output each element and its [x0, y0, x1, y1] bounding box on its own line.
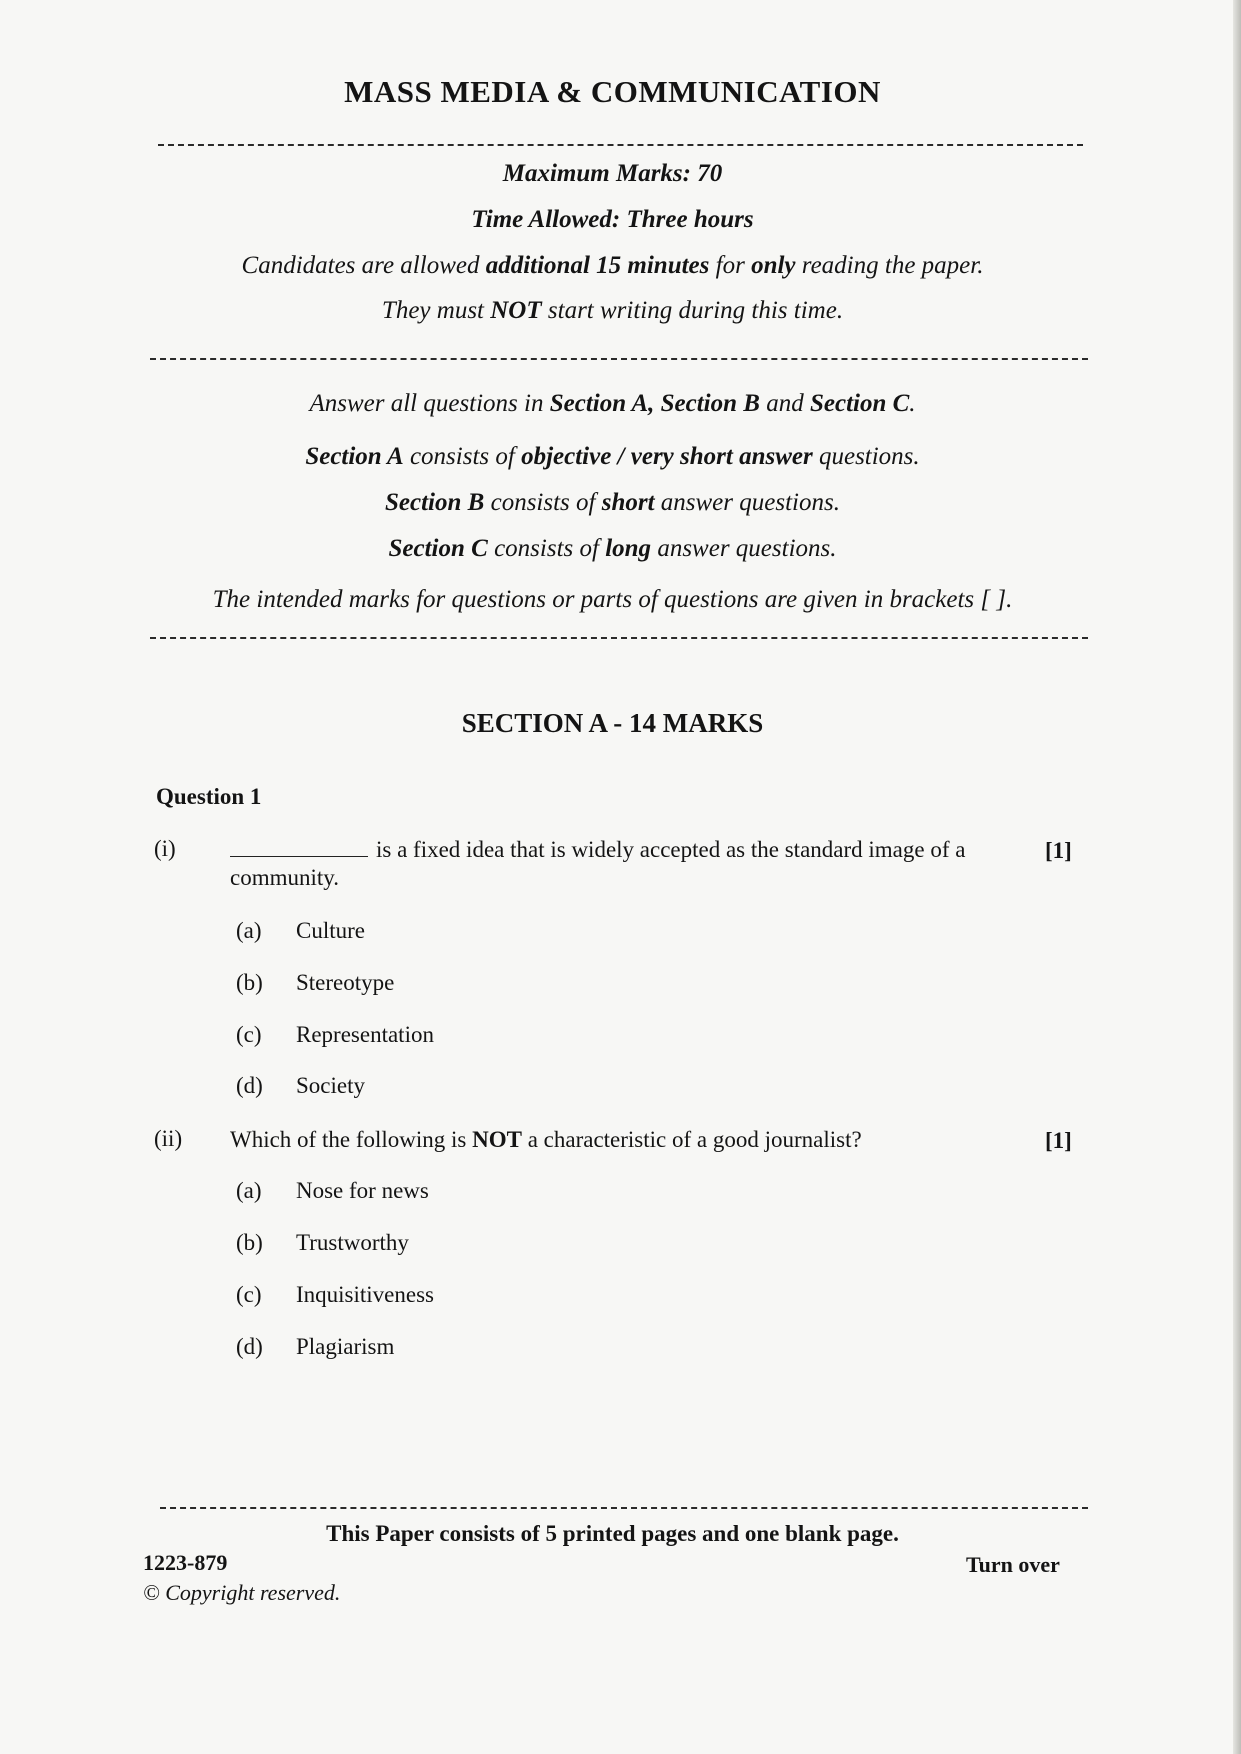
time-allowed: Time Allowed: Three hours: [471, 206, 754, 233]
page-count-note: This Paper consists of 5 printed pages and one blank page.: [326, 1521, 899, 1546]
divider-bottom: [150, 637, 1088, 639]
option-letter: (a): [236, 918, 262, 943]
option-letter: (b): [236, 970, 263, 995]
instruction-line-2: Section A consists of objective / very short answer questions.: [305, 443, 920, 470]
copyright-note: © Copyright reserved.: [143, 1580, 341, 1605]
option-letter: (c): [236, 1022, 262, 1047]
instruction-line-4: Section C consists of long answer questions.: [388, 535, 837, 562]
turn-over-label: Turn over: [966, 1552, 1060, 1577]
question-number: (i): [154, 836, 176, 861]
answer-blank: [230, 836, 368, 857]
question-text: is a fixed idea that is widely accepted as the standard image of a community.: [230, 837, 966, 890]
page-edge-shadow: [1233, 0, 1241, 1754]
option-text: Stereotype: [296, 970, 395, 995]
divider-top: [158, 144, 1083, 146]
divider-middle: [150, 358, 1088, 360]
option-text: Culture: [296, 918, 365, 943]
question-text: Which of the following is NOT a characteristic of a good journalist?: [230, 1127, 862, 1152]
paper-code: 1223-879: [143, 1550, 228, 1575]
instruction-line-5: The intended marks for questions or parts of questions are given in brackets [ ].: [212, 586, 1013, 613]
option-text: Plagiarism: [296, 1334, 395, 1359]
option-letter: (d): [236, 1334, 263, 1359]
question-number: (ii): [154, 1126, 183, 1151]
reading-time-note: Candidates are allowed additional 15 minutes for only reading the paper.: [241, 252, 984, 279]
option-text: Inquisitiveness: [296, 1282, 434, 1307]
option-text: Representation: [296, 1022, 434, 1047]
option-letter: (d): [236, 1073, 263, 1098]
option-text: Society: [296, 1073, 365, 1098]
question-label: Question 1: [156, 784, 262, 809]
instruction-line-3: Section B consists of short answer questions.: [385, 489, 840, 516]
option-text: Nose for news: [296, 1178, 429, 1203]
paper-title: MASS MEDIA & COMMUNICATION: [344, 74, 881, 109]
question-marks: [1]: [1045, 838, 1072, 863]
option-letter: (a): [236, 1178, 262, 1203]
option-letter: (b): [236, 1230, 263, 1255]
divider-footer: [160, 1507, 1088, 1509]
writing-note: They must NOT start writing during this time.: [381, 297, 844, 324]
max-marks: Maximum Marks: 70: [502, 160, 723, 187]
option-letter: (c): [236, 1282, 262, 1307]
section-heading: SECTION A - 14 MARKS: [461, 708, 764, 738]
question-marks: [1]: [1045, 1128, 1072, 1153]
option-text: Trustworthy: [296, 1230, 409, 1255]
instruction-line-1: Answer all questions in Section A, Section B and Section C.: [309, 390, 916, 417]
